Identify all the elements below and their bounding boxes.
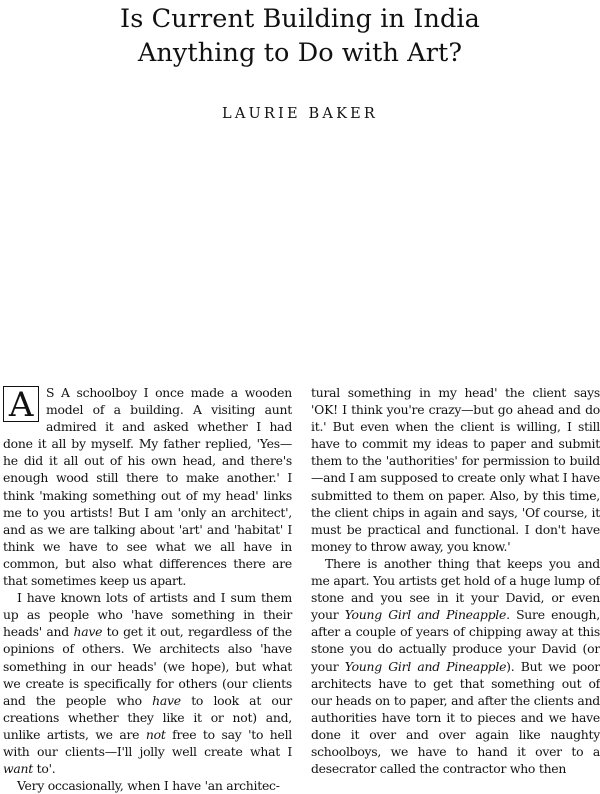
- emphasis: Young Girl and Pineapple: [344, 658, 507, 674]
- paragraph-text: Very occasionally, when I have 'an architec-: [17, 778, 280, 794]
- paragraph: [3, 589, 292, 777]
- article-title: [0, 2, 600, 70]
- left-column: [3, 384, 292, 794]
- emphasis: want: [3, 761, 33, 777]
- paragraph-text: to look at our creations whether they like it or not) and, unlike artists, we are: [3, 692, 292, 742]
- paragraph-text: to'.: [32, 761, 56, 777]
- paragraph: [3, 777, 292, 794]
- paragraph-text: ). But we poor architects have to get that something out of our heads on to paper, and after the clients and authorities have torn it to pieces and we have done it over and over again like naughty schoolboys, we have to hand it over to a desecrator called the contractor who then: [311, 658, 600, 777]
- emphasis: Young Girl and Pineapple: [344, 607, 507, 623]
- right-column: [311, 384, 600, 777]
- paragraph: [311, 384, 600, 555]
- title-line-2: Anything to Do with Art?: [137, 38, 463, 68]
- paragraph-text: free to say 'to hell with our clients—I'll jolly well create what I: [3, 726, 293, 759]
- author-byline: LAURIE BAKER: [221, 106, 379, 122]
- emphasis: have: [152, 692, 181, 708]
- paragraph-text: tural something in my head' the client says 'OK! I think you're crazy—but go ahead and do it.' But even when the client is willing, I still have to commit my ideas to paper and submit them to the 'authorities' for permission to build—and I am supposed to create only what I have submitted to them on paper. Also, by this time, the client chips in again and says, 'Of course, it must be practical and functional. I don't have money to throw away, you know.': [311, 385, 600, 554]
- paragraph-text: There is another thing that keeps you and me apart. You artists get hold of a huge lump of stone and you see in it your David, or even your: [311, 555, 600, 623]
- emphasis: have: [73, 624, 103, 640]
- paragraph-text: . Sure enough, after a couple of years of chipping away at this stone you do actually produce your David (or your: [311, 607, 600, 674]
- paragraph: [3, 384, 292, 589]
- emphasis: not: [145, 726, 166, 742]
- paragraph-text: to get it out, regardless of the opinions of others. We architects also 'have something in our heads' (we hope), but what we create is specifically for others (our clients and the people who: [3, 624, 292, 708]
- paragraph-text: I have known lots of artists and I sum them up as people who 'have something in their heads' and: [3, 590, 292, 640]
- paragraph: [311, 555, 600, 777]
- paragraph-text: S A schoolboy I once made a wooden model of a building. A visiting aunt admired it and asked whether I had done it all by myself. My father replied, 'Yes—he did it all out of his own head, and there's enough wood still there to make another.' I think 'making something out of my head' links me to you artists! But I am 'only an architect', and as we are talking about 'art' and 'habitat' I think we have to see what we all have in common, but also what differences there are that sometimes keep us apart.: [3, 385, 292, 589]
- drop-cap: A: [3, 386, 39, 422]
- title-line-1: Is Current Building in India: [120, 4, 480, 34]
